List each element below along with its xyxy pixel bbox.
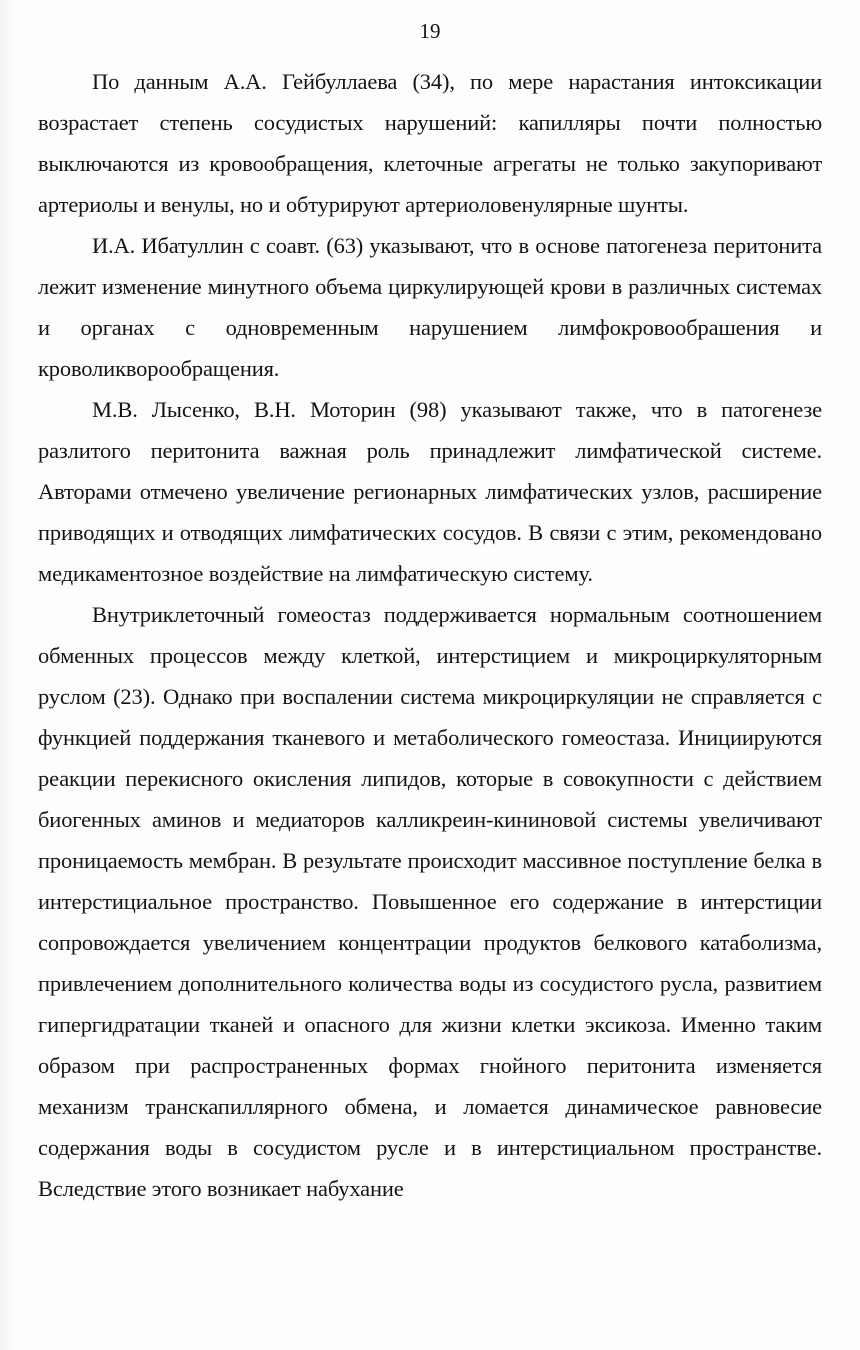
paragraph-lysenko-motorin: М.В. Лысенко, В.Н. Моторин (98) указывают также, что в патогенезе разлитого перитонита важная роль принадлежит лимфатической системе. Авторами отмечено увеличение регионарных лимфатических узлов, расширение приводящих и отводящих лимфатических сосудов. В связи с этим, рекомендовано медикаментозное воздействие на лимфатическую систему.: [38, 397, 822, 586]
paragraph-ibatullin: И.А. Ибатуллин с соавт. (63) указывают, что в основе патогенеза перитонита лежит изменение минутного объема циркулирующей крови в различных системах и органах с одновременным нарушением лимфокровообрашения и кроволикворообращения.: [38, 233, 822, 381]
paragraph-geibullaev: По данным А.А. Гейбуллаева (34), по мере нарастания интоксикации возрастает степень сосудистых нарушений: капилляры почти полностью выключаются из кровообращения, клеточные агрегаты не только закупоривают артериолы и венулы, но и обтурируют артериоловенулярные шунты.: [38, 69, 822, 217]
page-number: 19: [419, 19, 441, 43]
page-body: [38, 61, 822, 1209]
paragraph-homeostasis: Внутриклеточный гомеостаз поддерживается нормальным соотношением обменных процессов между клеткой, интерстицием и микроциркуляторным руслом (23). Однако при воспалении система микроциркуляции не справляется с функцией поддержания тканевого и метаболического гомеостаза. Инициируются реакции перекисного окисления липидов, которые в совокупности с действием биогенных аминов и медиаторов калликреин-кининовой системы увеличивают проницаемость мембран. В результате происходит массивное поступление белка в интерстициальное пространство. Повышенное его содержание в интерстиции сопровождается увеличением концентрации продуктов белкового катаболизма, привлечением дополнительного количества воды из сосудистого русла, развитием гипергидратации тканей и опасного для жизни клетки эксикоза. Именно таким образом при распространенных формах гнойного перитонита изменяется механизм транскапиллярного обмена, и ломается динамическое равновесие содержания воды в сосудистом русле и в интерстициальном пространстве. Вследствие этого возникает набухание: [38, 602, 822, 1201]
scan-shadow-edge: [0, 0, 14, 1350]
